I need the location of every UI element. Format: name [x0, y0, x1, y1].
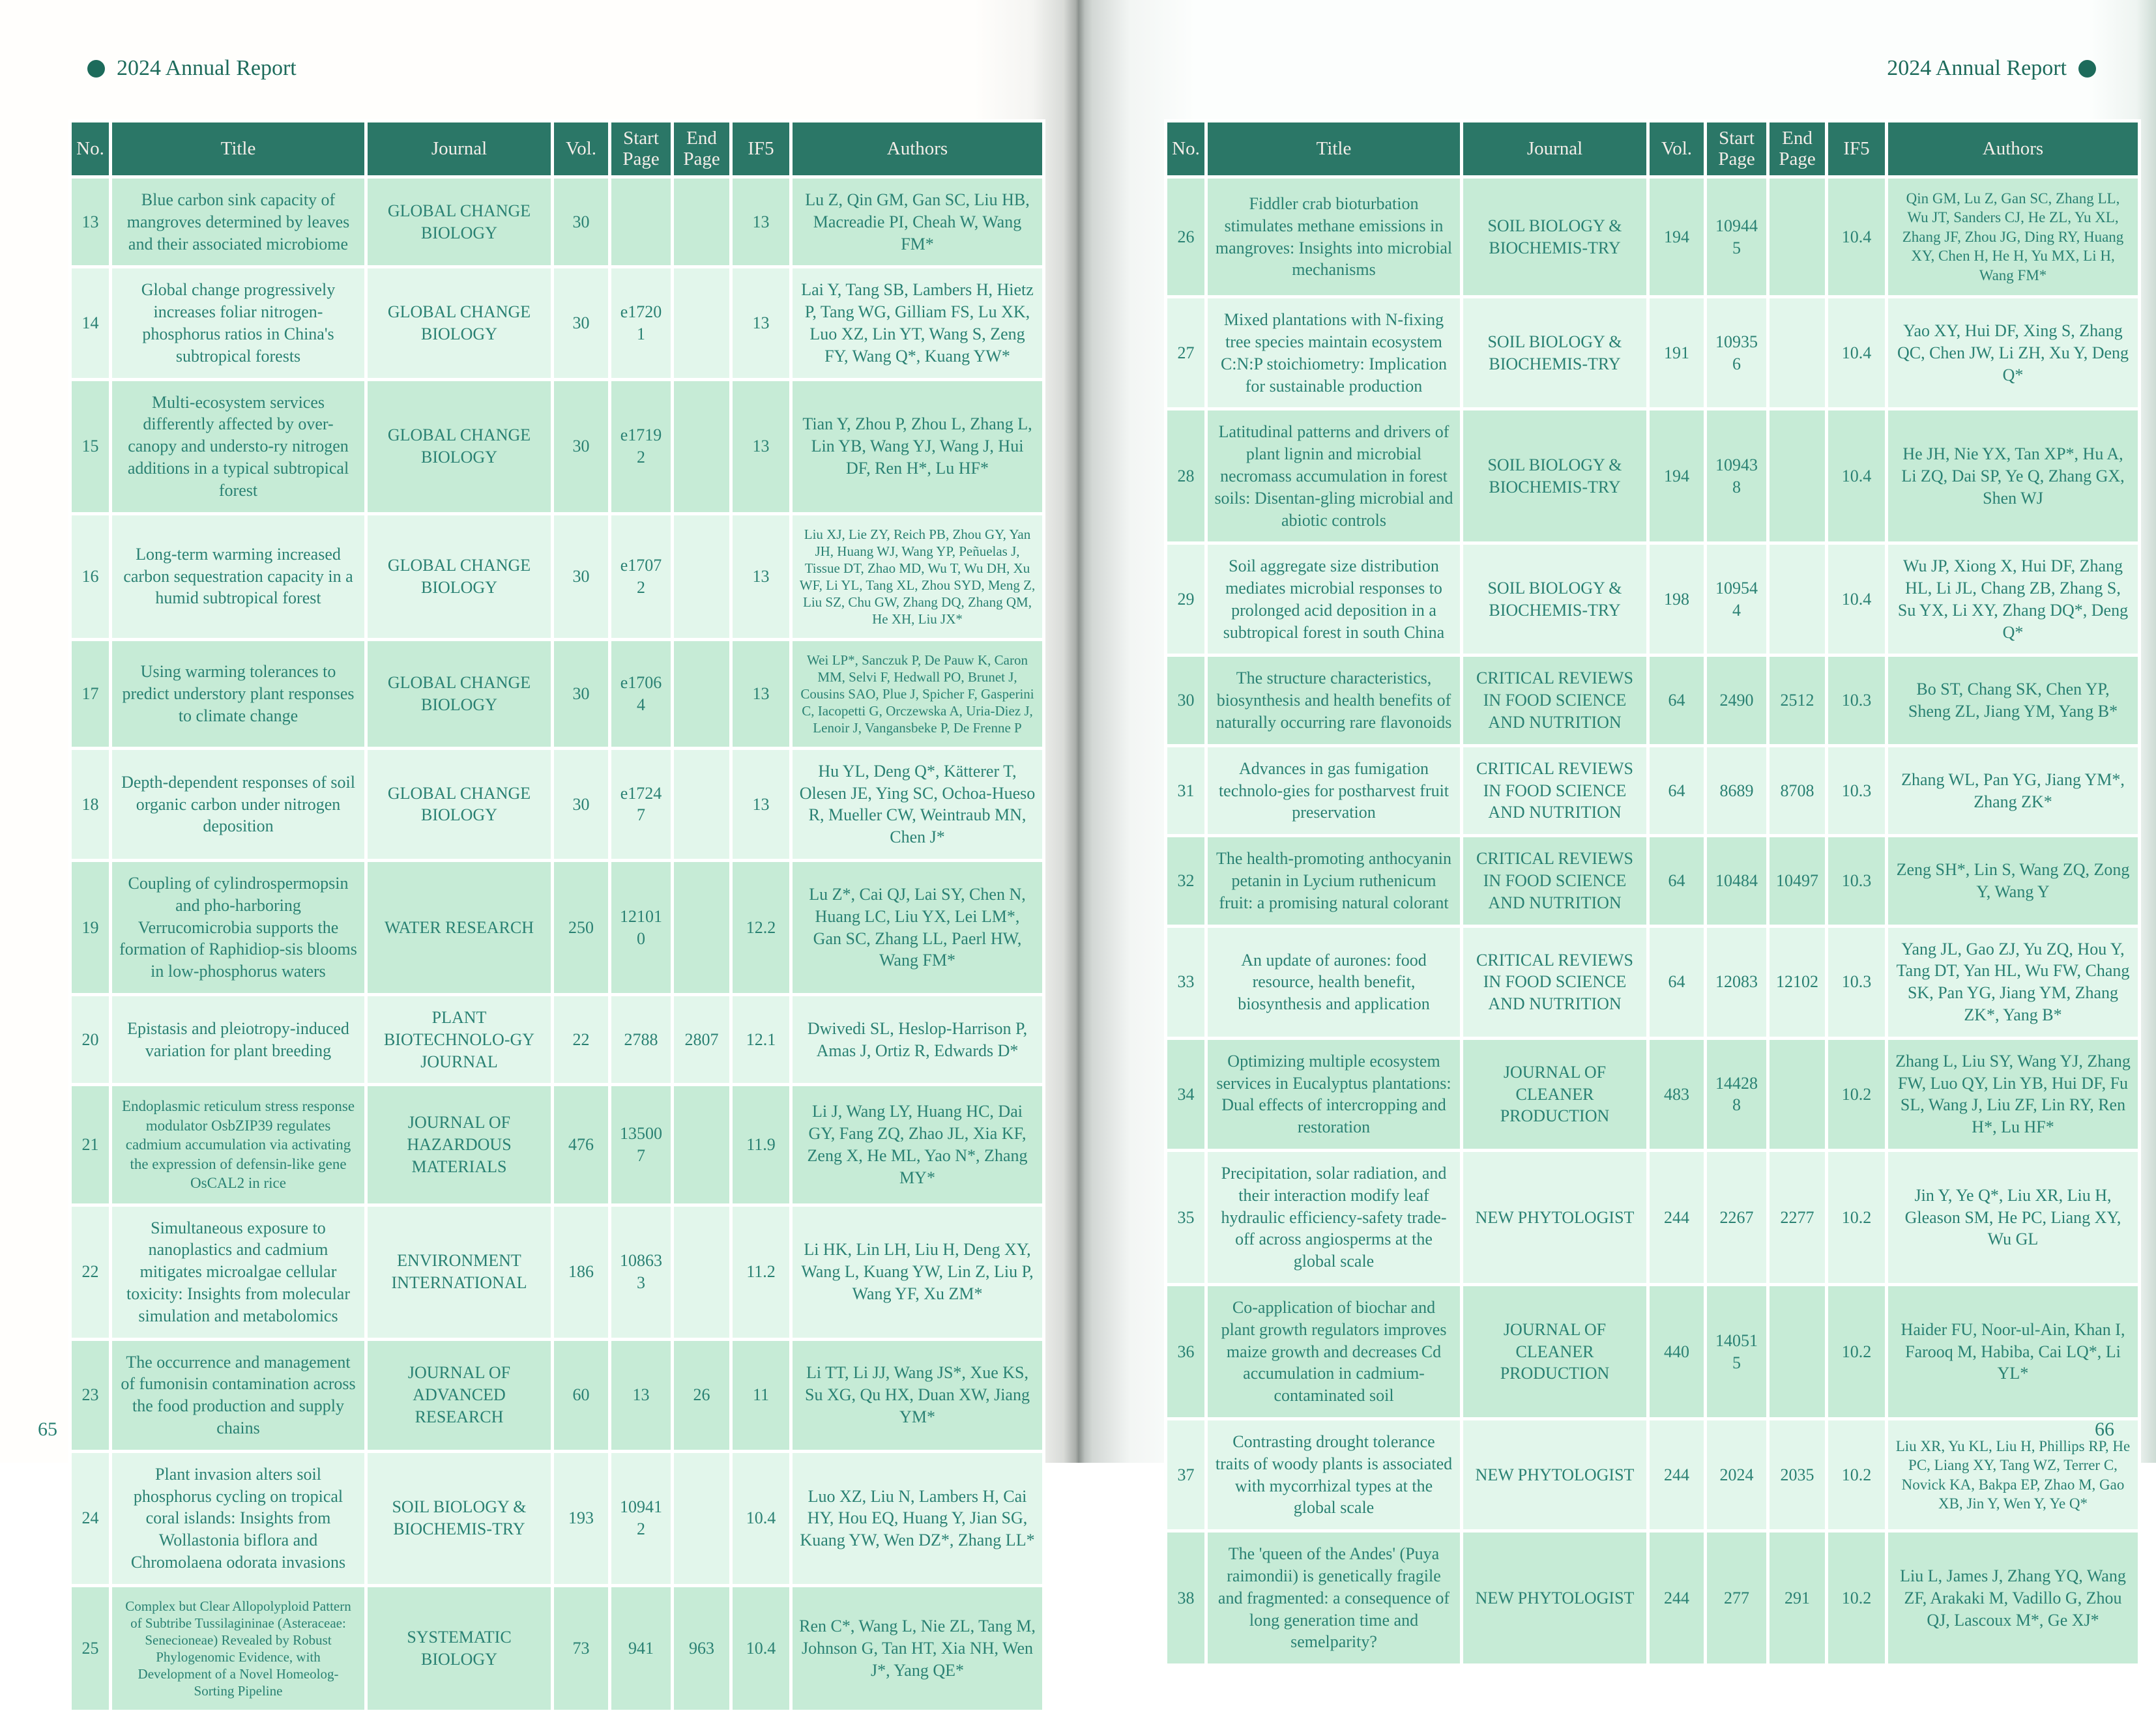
- cell-title: The health-promoting anthocyanin petanin in Lycium ruthenicum fruit: a promising natural colorant: [1206, 836, 1462, 926]
- cell-vol: 64: [1648, 655, 1706, 745]
- report-header-left: [87, 56, 297, 81]
- cell-authors: Qin GM, Lu Z, Gan SC, Zhang LL, Wu JT, Sanders CJ, He ZL, Yu XL, Zhang JF, Zhou JG, Ding RY, Huang XY, Chen H, He H, Yu MX, Li H, Wang FM*: [1887, 177, 2140, 296]
- publications-table-left: [68, 119, 1045, 1713]
- cell-vol: 64: [1648, 926, 1706, 1038]
- table-row: [1166, 1419, 2140, 1531]
- cell-end-page: [1768, 1285, 1827, 1419]
- cell-start-page: 121010: [610, 861, 673, 995]
- cell-journal: CRITICAL REVIEWS IN FOOD SCIENCE AND NUTRITION: [1462, 745, 1648, 835]
- cell-journal: ENVIRONMENT INTERNATIONAL: [366, 1205, 553, 1339]
- table-row: [70, 639, 1044, 748]
- page-number-right: 66: [2095, 1418, 2114, 1440]
- cell-start-page: 109412: [610, 1451, 673, 1585]
- cell-start-page: 10484: [1706, 836, 1768, 926]
- cell-authors: Haider FU, Noor-ul-Ain, Khan I, Farooq M, Habiba, Cai LQ*, Li YL*: [1887, 1285, 2140, 1419]
- cell-end-page: [673, 748, 731, 860]
- cell-vol: 483: [1648, 1038, 1706, 1150]
- cell-authors: Zeng SH*, Lin S, Wang ZQ, Zong Y, Wang Y: [1887, 836, 2140, 926]
- cell-title: The structure characteristics, biosynthesis and health benefits of naturally occurring rare flavonoids: [1206, 655, 1462, 745]
- cell-vol: 244: [1648, 1151, 1706, 1285]
- cell-start-page: 144288: [1706, 1038, 1768, 1150]
- cell-authors: Zhang L, Liu SY, Wang YJ, Zhang FW, Luo QY, Lin YB, Hui DF, Fu SL, Wang J, Liu ZF, Lin RY, Ren H*, Lu HF*: [1887, 1038, 2140, 1150]
- table-row: [1166, 745, 2140, 835]
- cell-start-page: e17201: [610, 267, 673, 379]
- table-header-row: [1166, 121, 2140, 177]
- publications-table-right: [1164, 119, 2141, 1667]
- cell-no: 31: [1166, 745, 1206, 835]
- cell-authors: Yao XY, Hui DF, Xing S, Zhang QC, Chen JW, Li ZH, Xu Y, Deng Q*: [1887, 297, 2140, 409]
- cell-end-page: 2277: [1768, 1151, 1827, 1285]
- cell-journal: GLOBAL CHANGE BIOLOGY: [366, 267, 553, 379]
- cell-journal: SYSTEMATIC BIOLOGY: [366, 1585, 553, 1711]
- cell-journal: JOURNAL OF CLEANER PRODUCTION: [1462, 1285, 1648, 1419]
- cell-no: 18: [70, 748, 111, 860]
- cell-start-page: 135007: [610, 1085, 673, 1205]
- cell-title: Simultaneous exposure to nanoplastics and cadmium mitigates microalgae cellular toxicity: Insights from molecular simulation and metabolomics: [111, 1205, 366, 1339]
- cell-no: 19: [70, 861, 111, 995]
- cell-journal: JOURNAL OF ADVANCED RESEARCH: [366, 1339, 553, 1451]
- cell-vol: 244: [1648, 1531, 1706, 1665]
- cell-end-page: 2035: [1768, 1419, 1827, 1531]
- cell-no: 34: [1166, 1038, 1206, 1150]
- cell-journal: SOIL BIOLOGY & BIOCHEMIS-TRY: [1462, 297, 1648, 409]
- cell-if5: 13: [731, 639, 791, 748]
- cell-title: The occurrence and management of fumonisin contamination across the food production and supply chains: [111, 1339, 366, 1451]
- cell-end-page: [1768, 177, 1827, 296]
- cell-if5: 10.2: [1827, 1151, 1887, 1285]
- cell-end-page: 963: [673, 1585, 731, 1711]
- cell-authors: Luo XZ, Liu N, Lambers H, Cai HY, Hou EQ, Huang Y, Jian SG, Kuang YW, Wen DZ*, Zhang LL*: [791, 1451, 1044, 1585]
- cell-journal: SOIL BIOLOGY & BIOCHEMIS-TRY: [1462, 177, 1648, 296]
- cell-title: Fiddler crab bioturbation stimulates methane emissions in mangroves: Insights into microbial mechanisms: [1206, 177, 1462, 296]
- table-row: [70, 861, 1044, 995]
- cell-if5: 10.2: [1827, 1285, 1887, 1419]
- cell-journal: WATER RESEARCH: [366, 861, 553, 995]
- table-row: [1166, 836, 2140, 926]
- cell-title: Optimizing multiple ecosystem services in Eucalyptus plantations: Dual effects of intercropping and restoration: [1206, 1038, 1462, 1150]
- cell-vol: 64: [1648, 745, 1706, 835]
- cell-start-page: 2024: [1706, 1419, 1768, 1531]
- cell-title: Mixed plantations with N-fixing tree species maintain ecosystem C:N:P stoichiometry: Implication for sustainable production: [1206, 297, 1462, 409]
- cell-vol: 194: [1648, 409, 1706, 543]
- cell-journal: GLOBAL CHANGE BIOLOGY: [366, 379, 553, 513]
- table-row: [1166, 655, 2140, 745]
- cell-start-page: 109544: [1706, 543, 1768, 655]
- cell-title: Endoplasmic reticulum stress response modulator OsbZIP39 regulates cadmium accumulation via activating the expression of defensin-like gene OsCAL2 in rice: [111, 1085, 366, 1205]
- cell-vol: 244: [1648, 1419, 1706, 1531]
- cell-vol: 30: [553, 639, 610, 748]
- cell-no: 20: [70, 995, 111, 1085]
- cell-title: An update of aurones: food resource, health benefit, biosynthesis and application: [1206, 926, 1462, 1038]
- cell-journal: PLANT BIOTECHNOLO-GY JOURNAL: [366, 995, 553, 1085]
- cell-vol: 476: [553, 1085, 610, 1205]
- cell-if5: 10.4: [731, 1585, 791, 1711]
- cell-if5: 11: [731, 1339, 791, 1451]
- cell-journal: GLOBAL CHANGE BIOLOGY: [366, 177, 553, 266]
- cell-journal: NEW PHYTOLOGIST: [1462, 1419, 1648, 1531]
- table-row: [70, 1085, 1044, 1205]
- cell-journal: GLOBAL CHANGE BIOLOGY: [366, 639, 553, 748]
- col-header-if5: IF5: [1827, 121, 1887, 177]
- cell-authors: Lu Z, Qin GM, Gan SC, Liu HB, Macreadie PI, Cheah W, Wang FM*: [791, 177, 1044, 266]
- cell-end-page: [673, 1085, 731, 1205]
- cell-if5: 10.3: [1827, 836, 1887, 926]
- cell-if5: 10.4: [1827, 543, 1887, 655]
- cell-end-page: [673, 177, 731, 266]
- cell-no: 29: [1166, 543, 1206, 655]
- cell-vol: 440: [1648, 1285, 1706, 1419]
- cell-authors: Liu XR, Yu KL, Liu H, Phillips RP, He PC, Liang XY, Tang WZ, Terrer C, Novick KA, Bakpa EP, Zhao M, Gao XB, Jin Y, Wen Y, Ye Q*: [1887, 1419, 2140, 1531]
- cell-if5: 10.4: [731, 1451, 791, 1585]
- cell-start-page: 109445: [1706, 177, 1768, 296]
- cell-journal: SOIL BIOLOGY & BIOCHEMIS-TRY: [1462, 409, 1648, 543]
- cell-authors: Bo ST, Chang SK, Chen YP, Sheng ZL, Jiang YM, Yang B*: [1887, 655, 2140, 745]
- cell-no: 25: [70, 1585, 111, 1711]
- col-header-end-page: End Page: [673, 121, 731, 177]
- cell-if5: 10.2: [1827, 1531, 1887, 1665]
- cell-end-page: 291: [1768, 1531, 1827, 1665]
- cell-title: Contrasting drought tolerance traits of woody plants is associated with mycorrhizal types at the global scale: [1206, 1419, 1462, 1531]
- cell-if5: 10.3: [1827, 745, 1887, 835]
- cell-no: 30: [1166, 655, 1206, 745]
- report-title: 2024 Annual Report: [1887, 56, 2067, 80]
- cell-if5: 10.4: [1827, 177, 1887, 296]
- bullet-dot-icon: [87, 60, 105, 78]
- cell-vol: 250: [553, 861, 610, 995]
- cell-title: Plant invasion alters soil phosphorus cycling on tropical coral islands: Insights from Wollastonia biflora and Chromolaena odorata invasions: [111, 1451, 366, 1585]
- cell-journal: SOIL BIOLOGY & BIOCHEMIS-TRY: [1462, 543, 1648, 655]
- cell-start-page: 2490: [1706, 655, 1768, 745]
- cell-title: Advances in gas fumigation technolo-gies for postharvest fruit preservation: [1206, 745, 1462, 835]
- cell-journal: NEW PHYTOLOGIST: [1462, 1531, 1648, 1665]
- cell-vol: 193: [553, 1451, 610, 1585]
- cell-start-page: 109356: [1706, 297, 1768, 409]
- cell-vol: 30: [553, 748, 610, 860]
- cell-journal: GLOBAL CHANGE BIOLOGY: [366, 748, 553, 860]
- cell-end-page: 8708: [1768, 745, 1827, 835]
- cell-vol: 30: [553, 267, 610, 379]
- col-header-authors: Authors: [1887, 121, 2140, 177]
- cell-authors: Hu YL, Deng Q*, Kätterer T, Olesen JE, Ying SC, Ochoa-Hueso R, Mueller CW, Weintraub MN, Chen J*: [791, 748, 1044, 860]
- cell-authors: Liu L, James J, Zhang YQ, Wang ZF, Arakaki M, Vadillo G, Zhou QJ, Lascoux M*, Ge XJ*: [1887, 1531, 2140, 1665]
- cell-authors: Tian Y, Zhou P, Zhou L, Zhang L, Lin YB, Wang YJ, Wang J, Hui DF, Ren H*, Lu HF*: [791, 379, 1044, 513]
- table-row: [70, 267, 1044, 379]
- cell-title: Using warming tolerances to predict understory plant responses to climate change: [111, 639, 366, 748]
- cell-if5: 13: [731, 513, 791, 639]
- cell-end-page: [673, 1451, 731, 1585]
- table-row: [70, 1205, 1044, 1339]
- cell-authors: Lu Z*, Cai QJ, Lai SY, Chen N, Huang LC, Liu YX, Lei LM*, Gan SC, Zhang LL, Paerl HW, Wang FM*: [791, 861, 1044, 995]
- cell-vol: 22: [553, 995, 610, 1085]
- cell-if5: 12.2: [731, 861, 791, 995]
- cell-authors: Li TT, Li JJ, Wang JS*, Xue KS, Su XG, Qu HX, Duan XW, Jiang YM*: [791, 1339, 1044, 1451]
- cell-vol: 198: [1648, 543, 1706, 655]
- cell-vol: 73: [553, 1585, 610, 1711]
- cell-authors: Ren C*, Wang L, Nie ZL, Tang M, Johnson G, Tan HT, Xia NH, Wen J*, Yang QE*: [791, 1585, 1044, 1711]
- report-header-right: [1887, 56, 2096, 81]
- cell-if5: 10.3: [1827, 655, 1887, 745]
- cell-if5: 10.2: [1827, 1419, 1887, 1531]
- cell-start-page: 12083: [1706, 926, 1768, 1038]
- col-header-start-page: Start Page: [1706, 121, 1768, 177]
- cell-start-page: [610, 177, 673, 266]
- cell-start-page: 941: [610, 1585, 673, 1711]
- cell-authors: Wu JP, Xiong X, Hui DF, Zhang HL, Li JL, Chang ZB, Zhang S, Su YX, Li XY, Zhang DQ*, Deng Q*: [1887, 543, 2140, 655]
- cell-vol: 186: [553, 1205, 610, 1339]
- table-row: [1166, 409, 2140, 543]
- cell-authors: Dwivedi SL, Heslop-Harrison P, Amas J, Ortiz R, Edwards D*: [791, 995, 1044, 1085]
- cell-title: Soil aggregate size distribution mediates microbial responses to prolonged acid deposition in a subtropical forest in south China: [1206, 543, 1462, 655]
- cell-vol: 64: [1648, 836, 1706, 926]
- cell-no: 38: [1166, 1531, 1206, 1665]
- cell-vol: 30: [553, 177, 610, 266]
- cell-if5: 11.2: [731, 1205, 791, 1339]
- cell-vol: 30: [553, 379, 610, 513]
- cell-end-page: [673, 861, 731, 995]
- cell-title: Epistasis and pleiotropy-induced variation for plant breeding: [111, 995, 366, 1085]
- cell-no: 28: [1166, 409, 1206, 543]
- table-row: [1166, 543, 2140, 655]
- col-header-journal: Journal: [366, 121, 553, 177]
- cell-no: 37: [1166, 1419, 1206, 1531]
- col-header-authors: Authors: [791, 121, 1044, 177]
- cell-end-page: [1768, 409, 1827, 543]
- table-row: [70, 513, 1044, 639]
- cell-title: Depth-dependent responses of soil organic carbon under nitrogen deposition: [111, 748, 366, 860]
- cell-end-page: [673, 513, 731, 639]
- cell-vol: 60: [553, 1339, 610, 1451]
- cell-end-page: [1768, 543, 1827, 655]
- cell-journal: NEW PHYTOLOGIST: [1462, 1151, 1648, 1285]
- table-row: [70, 748, 1044, 860]
- table-row: [1166, 1285, 2140, 1419]
- cell-no: 32: [1166, 836, 1206, 926]
- table-row: [1166, 1038, 2140, 1150]
- cell-start-page: 13: [610, 1339, 673, 1451]
- cell-authors: Wei LP*, Sanczuk P, De Pauw K, Caron MM, Selvi F, Hedwall PO, Brunet J, Cousins SAO, Plue J, Spicher F, Gasperini C, Iacopetti G, Orczewska A, Uria-Diez J, Lenoir J, Vangansbeke P, De Frenne P: [791, 639, 1044, 748]
- cell-end-page: [673, 267, 731, 379]
- cell-journal: JOURNAL OF HAZARDOUS MATERIALS: [366, 1085, 553, 1205]
- cell-journal: CRITICAL REVIEWS IN FOOD SCIENCE AND NUTRITION: [1462, 836, 1648, 926]
- cell-journal: JOURNAL OF CLEANER PRODUCTION: [1462, 1038, 1648, 1150]
- cell-title: Precipitation, solar radiation, and their interaction modify leaf hydraulic efficiency-safety trade-off across angiosperms at the global scale: [1206, 1151, 1462, 1285]
- cell-if5: 13: [731, 267, 791, 379]
- col-header-vol: Vol.: [553, 121, 610, 177]
- cell-vol: 194: [1648, 177, 1706, 296]
- table-row: [1166, 1151, 2140, 1285]
- cell-authors: Zhang WL, Pan YG, Jiang YM*, Zhang ZK*: [1887, 745, 2140, 835]
- cell-no: 22: [70, 1205, 111, 1339]
- bullet-dot-icon: [2078, 60, 2096, 78]
- cell-journal: CRITICAL REVIEWS IN FOOD SCIENCE AND NUTRITION: [1462, 655, 1648, 745]
- cell-end-page: 26: [673, 1339, 731, 1451]
- cell-end-page: [673, 379, 731, 513]
- cell-end-page: [1768, 297, 1827, 409]
- cell-if5: 13: [731, 379, 791, 513]
- cell-journal: GLOBAL CHANGE BIOLOGY: [366, 513, 553, 639]
- cell-no: 27: [1166, 297, 1206, 409]
- cell-journal: SOIL BIOLOGY & BIOCHEMIS-TRY: [366, 1451, 553, 1585]
- page-left: [0, 0, 1078, 1699]
- table-header-row: [70, 121, 1044, 177]
- table-row: [70, 995, 1044, 1085]
- cell-start-page: e17192: [610, 379, 673, 513]
- cell-vol: 30: [553, 513, 610, 639]
- table-row: [70, 1339, 1044, 1451]
- table-row: [1166, 297, 2140, 409]
- cell-no: 16: [70, 513, 111, 639]
- cell-no: 24: [70, 1451, 111, 1585]
- table-row: [70, 379, 1044, 513]
- cell-no: 17: [70, 639, 111, 748]
- col-header-start-page: Start Page: [610, 121, 673, 177]
- col-header-end-page: End Page: [1768, 121, 1827, 177]
- cell-no: 14: [70, 267, 111, 379]
- cell-title: The 'queen of the Andes' (Puya raimondii) is genetically fragile and fragmented: a consequence of long generation time and semelparity?: [1206, 1531, 1462, 1665]
- cell-if5: 13: [731, 748, 791, 860]
- cell-end-page: [1768, 1038, 1827, 1150]
- cell-title: Latitudinal patterns and drivers of plant lignin and microbial necromass accumulation in forest soils: Disentan-gling microbial and abiotic controls: [1206, 409, 1462, 543]
- cell-authors: Jin Y, Ye Q*, Liu XR, Liu H, Gleason SM, He PC, Liang XY, Wu GL: [1887, 1151, 2140, 1285]
- cell-no: 33: [1166, 926, 1206, 1038]
- table-row: [70, 1585, 1044, 1711]
- cell-title: Blue carbon sink capacity of mangroves determined by leaves and their associated microbiome: [111, 177, 366, 266]
- cell-start-page: e17247: [610, 748, 673, 860]
- cell-authors: Li J, Wang LY, Huang HC, Dai GY, Fang ZQ, Zhao JL, Xia KF, Zeng X, He ML, Yao N*, Zhang MY*: [791, 1085, 1044, 1205]
- cell-start-page: 8689: [1706, 745, 1768, 835]
- cell-authors: Liu XJ, Lie ZY, Reich PB, Zhou GY, Yan JH, Huang WJ, Wang YP, Peñuelas J, Tissue DT, Zhao MD, Wu T, Wu DH, Xu WF, Li YL, Tang XL, Zhou SYD, Meng Z, Liu SZ, Chu GW, Zhang DQ, Zhang QM, He XH, Liu JX*: [791, 513, 1044, 639]
- table-row: [1166, 926, 2140, 1038]
- cell-title: Long-term warming increased carbon sequestration capacity in a humid subtropical forest: [111, 513, 366, 639]
- col-header-no: No.: [1166, 121, 1206, 177]
- cell-journal: CRITICAL REVIEWS IN FOOD SCIENCE AND NUTRITION: [1462, 926, 1648, 1038]
- cell-no: 21: [70, 1085, 111, 1205]
- cell-end-page: 12102: [1768, 926, 1827, 1038]
- cell-title: Complex but Clear Allopolyploid Pattern of Subtribe Tussilagininae (Asteraceae: Senecioneae) Revealed by Robust Phylogenomic Evidence, with Development of a Novel Homeolog-Sorting Pipeline: [111, 1585, 366, 1711]
- cell-end-page: [673, 1205, 731, 1339]
- report-title: 2024 Annual Report: [117, 56, 297, 80]
- col-header-journal: Journal: [1462, 121, 1648, 177]
- cell-title: Co-application of biochar and plant growth regulators improves maize growth and decreases Cd accumulation in cadmium-contaminated soil: [1206, 1285, 1462, 1419]
- cell-authors: He JH, Nie YX, Tan XP*, Hu A, Li ZQ, Dai SP, Ye Q, Zhang GX, Shen WJ: [1887, 409, 2140, 543]
- table-row: [1166, 1531, 2140, 1665]
- cell-no: 15: [70, 379, 111, 513]
- cell-if5: 10.4: [1827, 297, 1887, 409]
- cell-start-page: 109438: [1706, 409, 1768, 543]
- cell-start-page: 140515: [1706, 1285, 1768, 1419]
- cell-no: 26: [1166, 177, 1206, 296]
- cell-start-page: 2788: [610, 995, 673, 1085]
- col-header-title: Title: [111, 121, 366, 177]
- cell-title: Coupling of cylindrospermopsin and pho-harboring Verrucomicrobia supports the formation of Raphidiop-sis blooms in low-phosphorus waters: [111, 861, 366, 995]
- cell-end-page: 2512: [1768, 655, 1827, 745]
- cell-start-page: 2267: [1706, 1151, 1768, 1285]
- table-row: [1166, 177, 2140, 296]
- col-header-if5: IF5: [731, 121, 791, 177]
- col-header-vol: Vol.: [1648, 121, 1706, 177]
- cell-if5: 12.1: [731, 995, 791, 1085]
- page-number-left: 65: [38, 1418, 57, 1440]
- cell-authors: Yang JL, Gao ZJ, Yu ZQ, Hou Y, Tang DT, Yan HL, Wu FW, Chang SK, Pan YG, Jiang YM, Zhang ZK*, Yang B*: [1887, 926, 2140, 1038]
- cell-authors: Lai Y, Tang SB, Lambers H, Hietz P, Tang WG, Gilliam FS, Lu XK, Luo XZ, Lin YT, Wang S, Zeng FY, Wang Q*, Kuang YW*: [791, 267, 1044, 379]
- table-row: [70, 1451, 1044, 1585]
- cell-start-page: 108633: [610, 1205, 673, 1339]
- cell-title: Global change progressively increases foliar nitrogen-phosphorus ratios in China's subtropical forests: [111, 267, 366, 379]
- cell-start-page: e17072: [610, 513, 673, 639]
- cell-no: 35: [1166, 1151, 1206, 1285]
- cell-if5: 11.9: [731, 1085, 791, 1205]
- cell-if5: 10.2: [1827, 1038, 1887, 1150]
- col-header-title: Title: [1206, 121, 1462, 177]
- cell-no: 13: [70, 177, 111, 266]
- cell-no: 36: [1166, 1285, 1206, 1419]
- cell-no: 23: [70, 1339, 111, 1451]
- cell-end-page: 2807: [673, 995, 731, 1085]
- cell-authors: Li HK, Lin LH, Liu H, Deng XY, Wang L, Kuang YW, Lin Z, Liu P, Wang YF, Xu ZM*: [791, 1205, 1044, 1339]
- cell-end-page: 10497: [1768, 836, 1827, 926]
- col-header-no: No.: [70, 121, 111, 177]
- cell-start-page: e17064: [610, 639, 673, 748]
- cell-start-page: 277: [1706, 1531, 1768, 1665]
- cell-if5: 10.3: [1827, 926, 1887, 1038]
- cell-if5: 13: [731, 177, 791, 266]
- cell-if5: 10.4: [1827, 409, 1887, 543]
- cell-vol: 191: [1648, 297, 1706, 409]
- cell-end-page: [673, 639, 731, 748]
- table-row: [70, 177, 1044, 266]
- page-right: [1078, 0, 2156, 1652]
- cell-title: Multi-ecosystem services differently affected by over-canopy and understo-ry nitrogen additions in a typical subtropical forest: [111, 379, 366, 513]
